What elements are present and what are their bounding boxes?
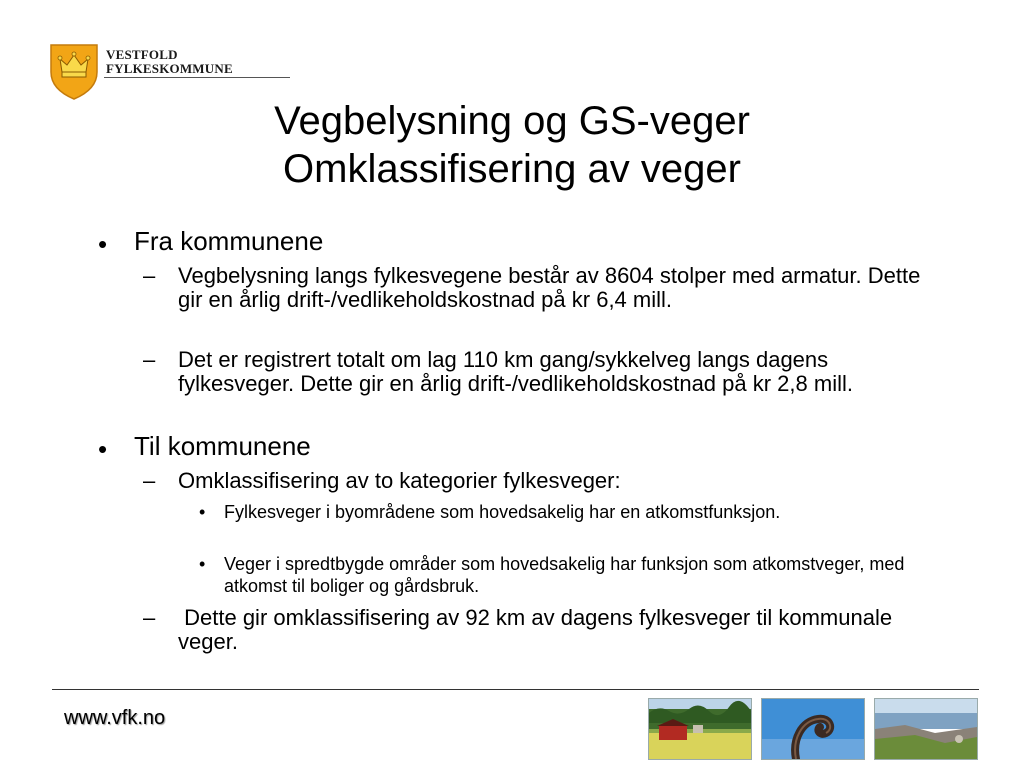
- bullet-text: Fra kommunene: [134, 226, 324, 256]
- footer-url: www.vfk.no: [64, 707, 166, 729]
- slide-title-line1: Vegbelysning og GS-veger: [274, 99, 750, 143]
- sub-bullet-text: Dette gir omklassifisering av 92 km av dagens fylkesveger til kommunale veger.: [178, 605, 899, 654]
- dash-marker: –: [143, 347, 156, 372]
- spiral-sculpture-photo: [761, 698, 865, 760]
- logo-text-line2: FYLKESKOMMUNE: [106, 61, 233, 76]
- dash-marker: –: [143, 468, 156, 493]
- sub-sub-bullet-text: Veger i spredtbygde områder som hovedsakelig har funksjon som atkomstveger, med atkomst til boliger og gårdsbruk.: [224, 554, 905, 596]
- bullet-marker: •: [98, 229, 108, 259]
- bullet-marker: •: [98, 434, 108, 464]
- footer-divider: [52, 689, 979, 690]
- dash-marker: –: [143, 605, 156, 630]
- bullet-text: Til kommunene: [134, 431, 311, 461]
- sub-bullet-text: Omklassifisering av to kategorier fylkesveger:: [178, 468, 621, 493]
- coastline-photo: [874, 698, 978, 760]
- bullet-marker: •: [199, 502, 206, 522]
- farm-landscape-photo: [648, 698, 752, 760]
- bullet-marker: •: [199, 554, 206, 574]
- sub-sub-bullet-text: Fylkesveger i byområdene som hovedsakelig har en atkomstfunksjon.: [224, 502, 781, 522]
- slide-title-line2: Omklassifisering av veger: [283, 147, 741, 191]
- sub-bullet-text: Det er registrert totalt om lag 110 km gang/sykkelveg langs dagens fylkesveger. Dette gir en årlig drift-/vedlikeholdskostnad på kr 2,8 mill.: [178, 347, 853, 396]
- logo-text-line1: VESTFOLD: [106, 47, 178, 62]
- sub-bullet-text: Vegbelysning langs fylkesvegene består av 8604 stolper med armatur. Dette gir en årlig drift-/vedlikeholdskostnad på kr 6,4 mill.: [178, 263, 921, 312]
- dash-marker: –: [143, 263, 156, 288]
